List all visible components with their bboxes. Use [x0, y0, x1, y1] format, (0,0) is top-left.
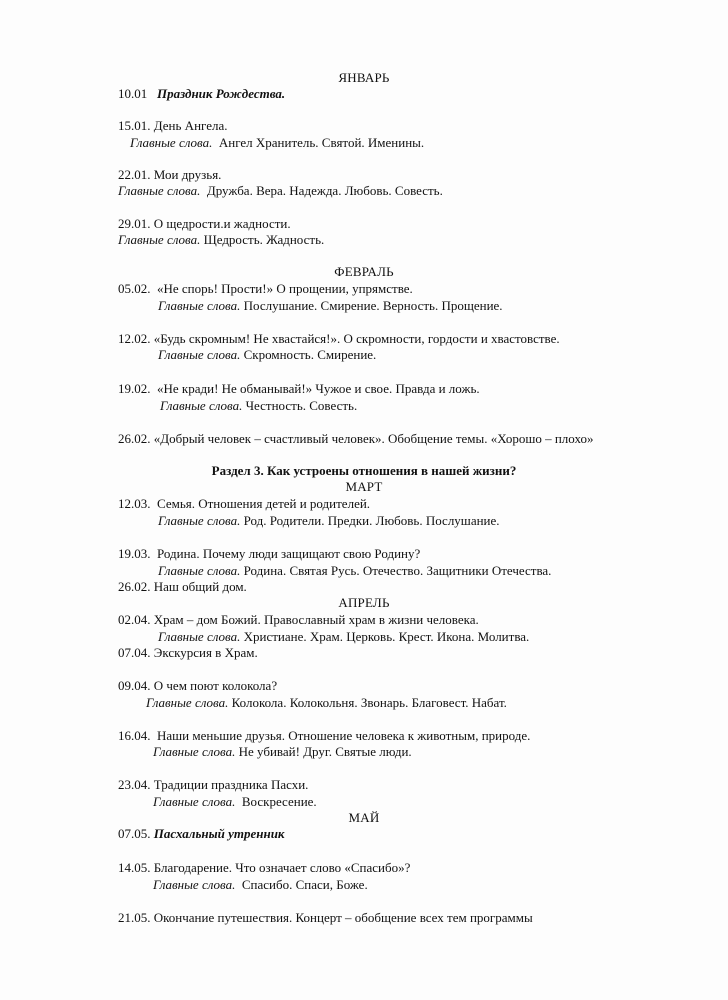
- keywords-label: Главные слова.: [158, 629, 241, 644]
- entry-date: 19.03.: [118, 546, 151, 561]
- entry-title: «Не спорь! Прости!» О прощении, упрямстве.: [157, 281, 413, 296]
- keywords-text: Ангел Хранитель. Святой. Именины.: [218, 135, 425, 150]
- entry-title: Пасхальный утренник: [153, 826, 285, 841]
- entry-date: 16.04.: [118, 728, 151, 743]
- keywords-label: Главные слова.: [153, 794, 236, 809]
- keywords-line: [153, 744, 412, 760]
- entry-title: Родина. Почему люди защищают свою Родину?: [157, 546, 421, 561]
- entry-title: Наши меньшие друзья. Отношение человека к животным, природе.: [157, 728, 531, 743]
- keywords-label: Главные слова.: [158, 298, 241, 313]
- keywords-text: Христиане. Храм. Церковь. Крест. Икона. Молитва.: [243, 629, 530, 644]
- keywords-line: [118, 183, 443, 199]
- entry-title: «Будь скромным! Не хвастайся!». О скромности, гордости и хвастовстве.: [153, 331, 560, 346]
- entry-line: [118, 910, 533, 926]
- entry-line: [118, 331, 560, 347]
- entry-line: [118, 678, 277, 694]
- keywords-line: [158, 347, 376, 363]
- keywords-text: Род. Родители. Предки. Любовь. Послушание.: [243, 513, 500, 528]
- entry-title: Благодарение. Что означает слово «Спасибо»?: [153, 860, 411, 875]
- keywords-line: [158, 513, 500, 529]
- entry-date: 29.01.: [118, 216, 151, 231]
- keywords-text: Родина. Святая Русь. Отечество. Защитники Отечества.: [243, 563, 552, 578]
- keywords-label: Главные слова.: [146, 695, 229, 710]
- keywords-line: [158, 629, 529, 645]
- month-heading-january: ЯНВАРЬ: [338, 70, 390, 85]
- entry-date: 15.01.: [118, 118, 151, 133]
- entry-date: 26.02.: [118, 579, 151, 594]
- keywords-label: Главные слова.: [153, 744, 236, 759]
- entry-line: [118, 826, 285, 842]
- entry-date: 21.05.: [118, 910, 151, 925]
- entry-title: Традиции праздника Пасхи.: [153, 777, 309, 792]
- month-heading-may: МАЙ: [348, 810, 380, 825]
- entry-date: 05.02.: [118, 281, 151, 296]
- entry-date: 26.02.: [118, 431, 151, 446]
- keywords-text: Щедрость. Жадность.: [203, 232, 325, 247]
- entry-line: [118, 645, 258, 661]
- entry-title: Праздник Рождества.: [157, 86, 286, 101]
- entry-date: 12.03.: [118, 496, 151, 511]
- entry-date: 09.04.: [118, 678, 151, 693]
- entry-date: 02.04.: [118, 612, 151, 627]
- entry-date: 07.05.: [118, 826, 151, 841]
- keywords-text: Дружба. Вера. Надежда. Любовь. Совесть.: [206, 183, 443, 198]
- keywords-label: Главные слова.: [160, 398, 243, 413]
- keywords-label: Главные слова.: [130, 135, 213, 150]
- keywords-line: [130, 135, 424, 151]
- keywords-label: Главные слова.: [118, 183, 201, 198]
- entry-title: «Не кради! Не обманывай!» Чужое и свое. Правда и ложь.: [157, 381, 480, 396]
- keywords-label: Главные слова.: [158, 513, 241, 528]
- entry-line: [118, 728, 530, 744]
- entry-title: Храм – дом Божий. Православный храм в жизни человека.: [153, 612, 479, 627]
- entry-date: 14.05.: [118, 860, 151, 875]
- keywords-text: Скромность. Смирение.: [243, 347, 377, 362]
- entry-line: [118, 546, 420, 562]
- entry-title: Наш общий дом.: [153, 579, 247, 594]
- entry-line: [118, 496, 370, 512]
- entry-date: 19.02.: [118, 381, 151, 396]
- entry-line: [118, 86, 285, 102]
- keywords-text: Воскресение.: [241, 794, 317, 809]
- keywords-text: Послушание. Смирение. Верность. Прощение.: [243, 298, 503, 313]
- entry-line: [118, 118, 227, 134]
- entry-date: 22.01.: [118, 167, 151, 182]
- entry-line: [118, 381, 480, 397]
- keywords-text: Не убивай! Друг. Святые люди.: [238, 744, 412, 759]
- month-heading-april: АПРЕЛЬ: [338, 595, 390, 610]
- keywords-line: [158, 563, 551, 579]
- entry-line: [118, 860, 410, 876]
- entry-date: 10.01: [118, 86, 148, 101]
- keywords-line: [158, 298, 503, 314]
- entry-date: 23.04.: [118, 777, 151, 792]
- entry-title: О щедрости.и жадности.: [153, 216, 291, 231]
- keywords-text: Честность. Совесть.: [245, 398, 358, 413]
- entry-date: 07.04.: [118, 645, 151, 660]
- keywords-line: [118, 232, 324, 248]
- entry-line: [118, 579, 247, 595]
- entry-title: О чем поют колокола?: [153, 678, 278, 693]
- keywords-line: [153, 877, 368, 893]
- entry-title: Окончание путешествия. Концерт – обобщение всех тем программы: [153, 910, 533, 925]
- entry-title: День Ангела.: [153, 118, 228, 133]
- keywords-label: Главные слова.: [118, 232, 201, 247]
- keywords-line: [160, 398, 357, 414]
- keywords-label: Главные слова.: [158, 347, 241, 362]
- section-title: Раздел 3. Как устроены отношения в нашей жизни?: [211, 463, 517, 478]
- entry-line: [118, 281, 413, 297]
- keywords-text: Спасибо. Спаси, Боже.: [241, 877, 368, 892]
- keywords-text: Колокола. Колокольня. Звонарь. Благовест. Набат.: [231, 695, 507, 710]
- keywords-line: [153, 794, 317, 810]
- entry-title: Экскурсия в Храм.: [153, 645, 258, 660]
- entry-line: [118, 216, 291, 232]
- entry-title: «Добрый человек – счастливый человек». Обобщение темы. «Хорошо – плохо»: [153, 431, 594, 446]
- entry-line: [118, 167, 221, 183]
- entry-title: Семья. Отношения детей и родителей.: [157, 496, 371, 511]
- keywords-label: Главные слова.: [158, 563, 241, 578]
- month-heading-february: ФЕВРАЛЬ: [334, 264, 394, 279]
- entry-title: Мои друзья.: [153, 167, 222, 182]
- entry-line: [118, 431, 593, 447]
- month-heading-march: МАРТ: [345, 479, 383, 494]
- entry-date: 12.02.: [118, 331, 151, 346]
- entry-line: [118, 612, 479, 628]
- keywords-label: Главные слова.: [153, 877, 236, 892]
- keywords-line: [146, 695, 507, 711]
- entry-line: [118, 777, 308, 793]
